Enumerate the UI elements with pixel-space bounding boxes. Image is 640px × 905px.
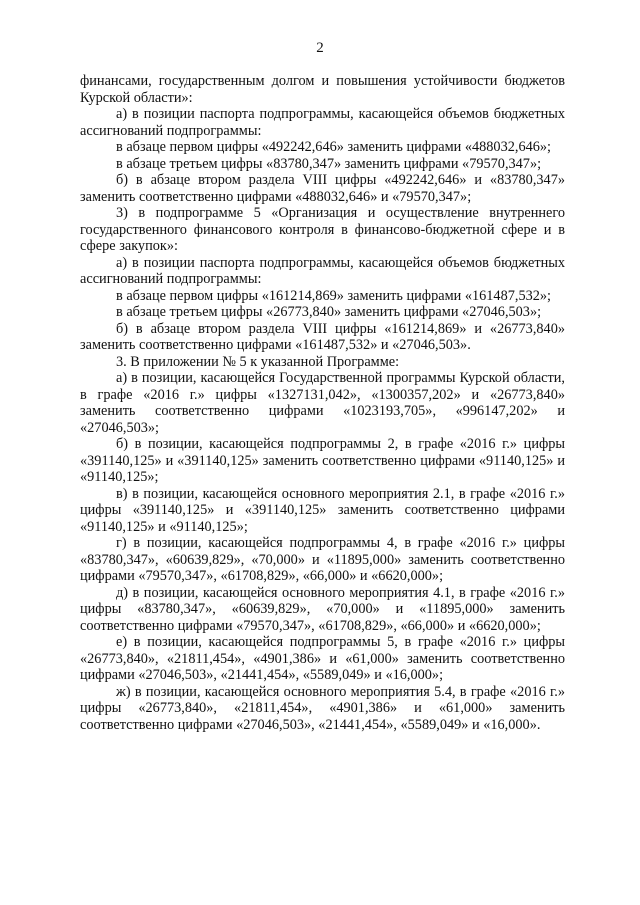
paragraph: в) в позиции, касающейся основного мероприятия 2.1, в графе «2016 г.» цифры «391140,125» и «391140,125» заменить соответственно цифрами «91140,125» и «91140,125»; <box>80 485 565 535</box>
paragraph: г) в позиции, касающейся подпрограммы 4, в графе «2016 г.» цифры «83780,347», «60639,829», «70,000» и «11895,000» заменить соответственно цифрами «79570,347», «61708,829», «66,000» и «6620,000»; <box>80 535 565 584</box>
paragraph: в абзаце третьем цифры «26773,840» заменить цифрами «27046,503»; <box>116 304 542 320</box>
paragraph: в абзаце первом цифры «492242,646» заменить цифрами «488032,646»; <box>116 139 552 155</box>
paragraph: ж) в позиции, касающейся основного мероприятия 5.4, в графе «2016 г.» цифры «26773,840», «21811,454», «4901,386» и «61,000» заменить соответственно цифрами «27046,503», «21441,454», «5589,049» и «16,000». <box>80 683 565 733</box>
paragraph: а) в позиции, касающейся Государственной программы Курской области, в графе «2016 г.» цифры «1327131,042», «1300357,202» и «26773,840» заменить соответственно цифрами «1023193,705», «996147,202» и «27046,503»; <box>80 370 565 436</box>
document-body <box>80 73 565 733</box>
paragraph: б) в абзаце втором раздела VIII цифры «161214,869» и «26773,840» заменить соответственно цифрами «161487,532» и «27046,503». <box>80 320 565 353</box>
paragraph: в абзаце третьем цифры «83780,347» заменить цифрами «79570,347»; <box>116 155 542 172</box>
paragraph: 3. В приложении № 5 к указанной Программе: <box>116 353 400 370</box>
paragraph: 3) в подпрограмме 5 «Организация и осуществление внутреннего государственного финансового контроля в финансово-бюджетной сфере и в сфере закупок»: <box>80 205 565 254</box>
paragraph: е) в позиции, касающейся подпрограммы 5, в графе «2016 г.» цифры «26773,840», «21811,454», «4901,386» и «61,000» заменить соответственно цифрами «27046,503», «21441,454», «5589,049» и «16,000»; <box>80 634 565 683</box>
paragraph: в абзаце первом цифры «161214,869» заменить цифрами «161487,532»; <box>116 287 552 304</box>
page-number: 2 <box>316 40 324 56</box>
paragraph: б) в абзаце втором раздела VIII цифры «492242,646» и «83780,347» заменить соответственно цифрами «488032,646» и «79570,347»; <box>80 172 565 205</box>
paragraph: а) в позиции паспорта подпрограммы, касающейся объемов бюджетных ассигнований подпрограммы: <box>80 254 565 287</box>
paragraph: д) в позиции, касающейся основного мероприятия 4.1, в графе «2016 г.» цифры «83780,347», «60639,829», «70,000» и «11895,000» заменить соответственно цифрами «79570,347», «61708,829», «66,000» и «6620,000»; <box>80 584 565 634</box>
paragraph: б) в позиции, касающейся подпрограммы 2, в графе «2016 г.» цифры «391140,125» и «391140,125» заменить соответственно цифрами «91140,125» и «91140,125»; <box>80 436 565 485</box>
paragraph: а) в позиции паспорта подпрограммы, касающейся объемов бюджетных ассигнований подпрограммы: <box>80 106 565 139</box>
paragraph: финансами, государственным долгом и повышения устойчивости бюджетов Курской области»: <box>80 73 565 106</box>
